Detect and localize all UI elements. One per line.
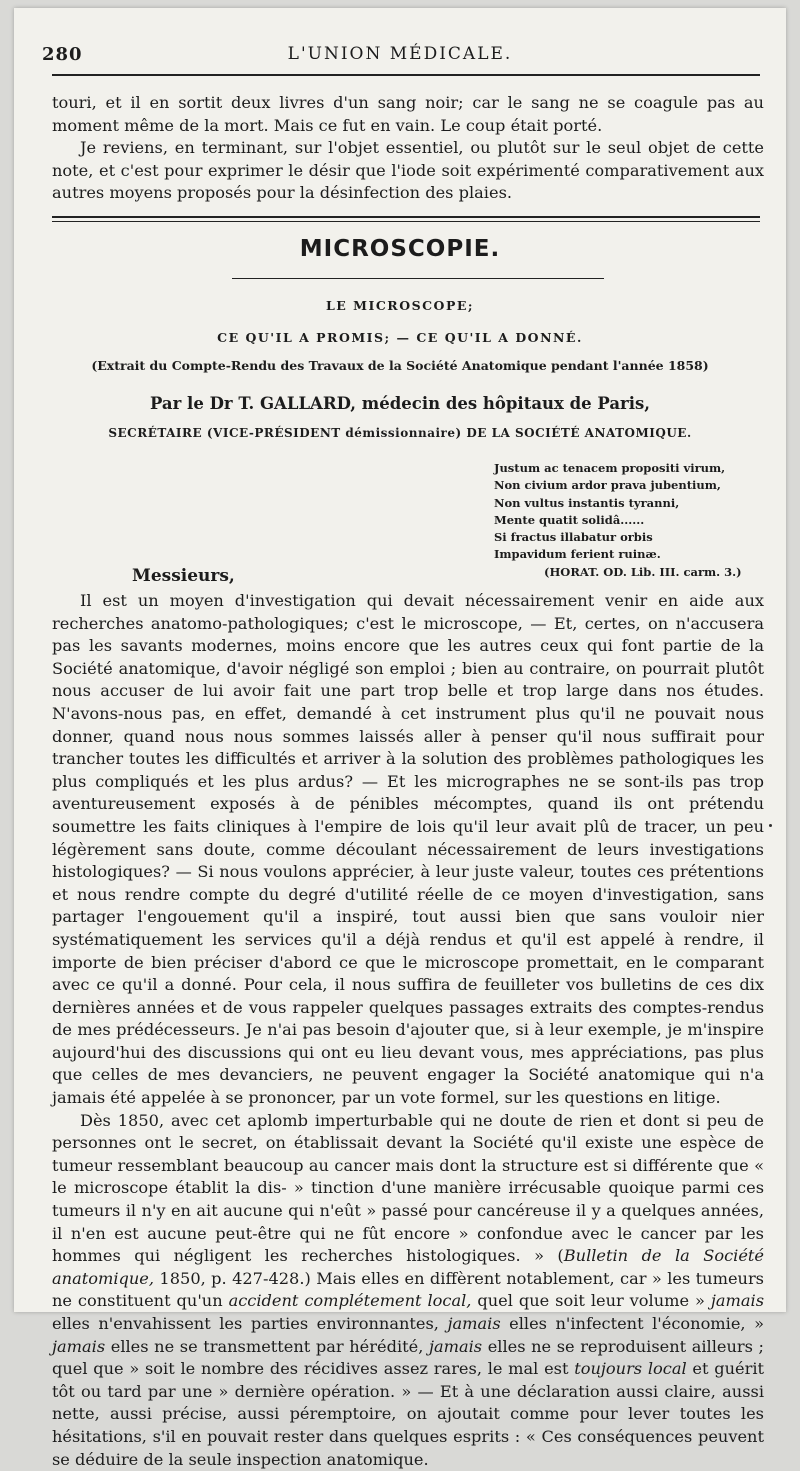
- epigraph-line: Non vultus instantis tyranni,: [494, 495, 680, 510]
- epigraph-line: Justum ac tenacem propositi virum,: [494, 461, 726, 475]
- title-underline: [232, 278, 604, 279]
- page-number: 280: [42, 44, 83, 65]
- secretary-line: SECRÉTAIRE (VICE-PRÉSIDENT démissionnaire) DE LA SOCIÉTÉ ANATOMIQUE.: [108, 426, 692, 440]
- text-run: quel que soit leur volume »: [471, 1291, 711, 1311]
- citation: Bulletin de la Société anatomique,: [52, 1246, 764, 1288]
- intro-paragraph: Je reviens, en terminant, sur l'objet essentiel, ou plutôt sur le seul objet de cette note, et c'est pour exprimer le désir que l'iode soit expérimenté comparativement aux autres moyens proposés pour la désinfection des plaies.: [52, 138, 764, 203]
- epigraph-source: (HORAT. OD. Lib. III. carm. 3.): [544, 564, 742, 579]
- text-run: 1850, p. 427-428.) Mais elles en diffèrent notablement, car » les tumeurs ne constituent qu'un: [52, 1268, 764, 1311]
- journal-page: [14, 8, 786, 1469]
- text-run: elles n'envahissent les parties environnantes,: [52, 1314, 448, 1333]
- text-run: Dès 1850, avec cet aplomb imperturbable qui ne doute de rien et dont si peu de personnes ont le secret, on établissait devant la Société qu'il existe une espèce de tumeur ressemblant beaucoup au cancer mais dont la structure est si différente que « le microscope établit la dis- » tinction d'une manière irrécusable quoique parmi ces tumeurs il n'y en ait aucune qui n'eût » passé pour cancéreuse il y a quelques années, il n'en est aucune peut-être qui ne fût encore » confondue avec le cancer par les hommes qui négligent les recherches histologiques. » (: [52, 1110, 764, 1266]
- epigraph: [494, 460, 742, 581]
- emphasis: jamais: [52, 1336, 106, 1356]
- emphasis: jamais: [447, 1314, 501, 1333]
- body-paragraph: [52, 1110, 764, 1471]
- text-run: elles n'infectent l'économie, »: [500, 1314, 764, 1333]
- body-paragraph: Il est un moyen d'investigation qui devait nécessairement venir en aide aux recherches anatomo-pathologiques; c'est le microscope, — Et, certes, on n'accusera pas les savants modernes, moins encore que les autres ceux qui font partie de la Société anatomique, d'avoir négligé son emploi ; bien au contraire, on pourrait plutôt nous accuser de lui avoir fait une part trop belle et trop large dans nos études. N'avons-nous pas, en effet, demandé à cet instrument plus qu'il ne pouvait nous donner, quand nous nous sommes laissés aller à penser qu'il nous suffirait pour trancher toutes les difficultés et arriver à la solution des problèmes pathologiques les plus compliqués et les plus ardus? — Et les micrographes ne se sont-ils pas trop aventureusement exposés à de pénibles mécomptes, quand ils ont prétendu soumettre les faits cliniques à l'empire de lois qu'il leur avait plû de tracer, un peu légèrement sans doute, comme découlant nécessairement de leurs investigations histologiques? — Si nous voulons apprécier, à leur juste valeur, toutes ces prétentions et nous rendre compte du degré d'utilité réelle de ce moyen d'investigation, sans partager l'engouement qu'il a inspiré, tout aussi bien que sans vouloir nier systématiquement les services qu'il a déjà rendus et qu'il est appelé à rendre, il importe de bien préciser d'abord ce que le microscope promettait, en le comparant avec ce qu'il a donné. Pour cela, il nous suffira de feuilleter vos bulletins de ces dix dernières années et de vous rappeler quelques passages extraits des comptes-rendus de mes prédécesseurs. Je n'ai pas besoin d'ajouter que, si à leur exemple, je m'inspire aujourd'hui des discussions qui ont eu lieu devant vous, mes appréciations, pas plus que celles de mes devanciers, ne peuvent engager la Société anatomique qui n'a jamais été appelée à se prononcer, par un vote formel, sur les questions en litige.: [52, 591, 764, 1108]
- epigraph-line: Impavidum ferient ruinæ.: [494, 547, 661, 562]
- article-body: [52, 590, 764, 1471]
- article-subtitle: LE MICROSCOPE;: [326, 298, 474, 313]
- epigraph-line: Mente quatit solidâ......: [494, 512, 645, 527]
- emphasis: jamais: [428, 1336, 483, 1356]
- emphasis: jamais: [710, 1291, 765, 1311]
- margin-mark: [769, 824, 772, 827]
- author-line: Par le Dr T. GALLARD, médecin des hôpitaux de Paris,: [149, 394, 651, 413]
- running-title: L'UNION MÉDICALE.: [287, 44, 513, 64]
- section-rule-bottom: [52, 221, 760, 222]
- emphasis: toujours local: [574, 1359, 687, 1379]
- extract-note: (Extrait du Compte-Rendu des Travaux de la Société Anatomique pendant l'année 1858): [91, 358, 709, 373]
- text-run: elles ne se transmettent par hérédité,: [105, 1336, 429, 1356]
- article-subtitle-2: CE QU'IL A PROMIS; — CE QU'IL A DONNÉ.: [217, 330, 583, 345]
- section-title: MICROSCOPIE.: [299, 236, 501, 262]
- text-run: elles ne se reproduisent ailleurs ; quel que » soit le nombre des récidives assez rares, le mal est: [52, 1336, 765, 1379]
- header-rule: [52, 74, 760, 76]
- intro-paragraph: touri, et il en sortit deux livres d'un sang noir; car le sang ne se coagule pas au moment même de la mort. Mais ce fut en vain. Le coup était porté.: [52, 93, 764, 135]
- section-rule-top: [52, 216, 760, 218]
- emphasis: accident complétement local,: [228, 1291, 472, 1311]
- epigraph-line: Non civium ardor prava jubentium,: [494, 478, 721, 493]
- epigraph-line: Si fractus illabatur orbis: [494, 530, 653, 545]
- text-run: et guérit tôt ou tard par une » dernière opération. » — Et à une déclaration aussi claire, aussi nette, aussi précise, aussi péremptoire, on ajoutait comme pour lever toutes les hésitations, s'il en pouvait rester dans quelques esprits : « Ces conséquences peuvent se déduire de la seule inspection anatomique.: [52, 1359, 764, 1469]
- intro-text: [52, 92, 764, 205]
- salutation: Messieurs,: [132, 566, 235, 586]
- page-header: [14, 38, 786, 68]
